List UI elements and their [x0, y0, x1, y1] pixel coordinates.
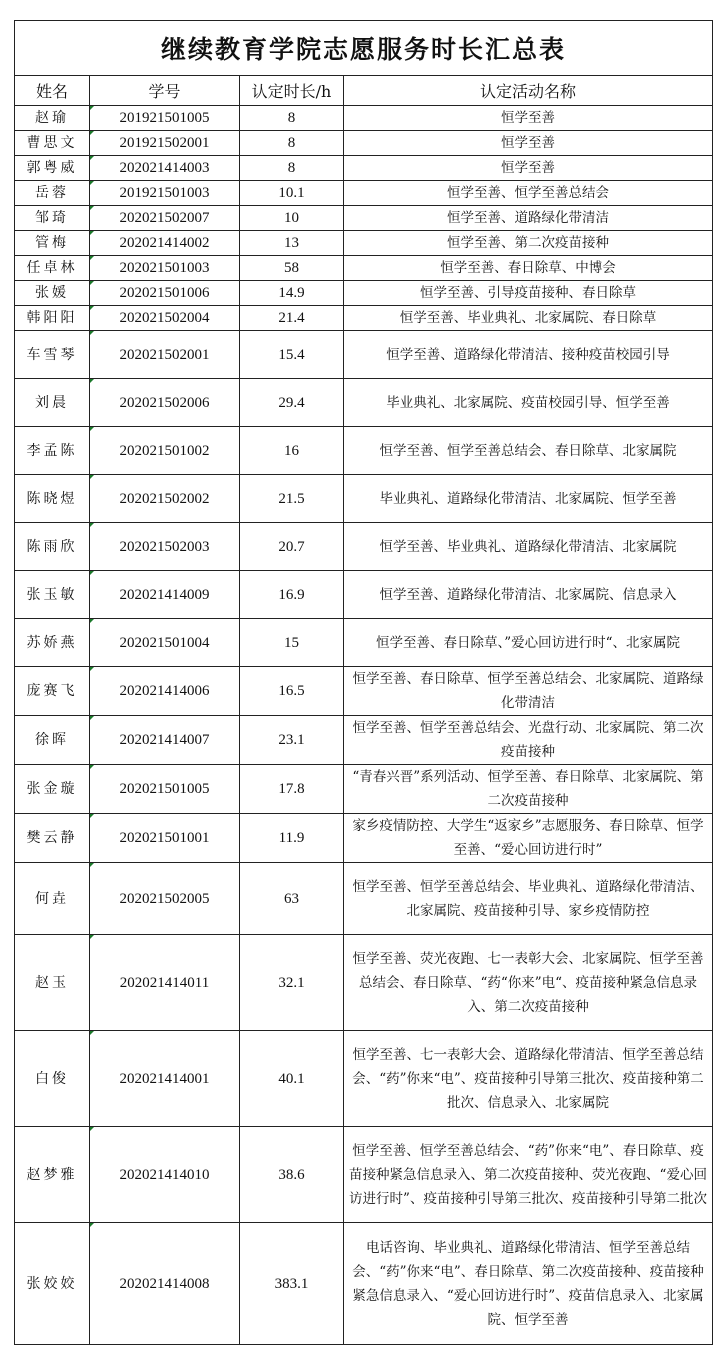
hours-cell: 15.4: [240, 331, 344, 379]
table-row: [15, 667, 713, 716]
name-cell: 郭粤威: [15, 156, 90, 181]
hours-cell: 23.1: [240, 716, 344, 765]
table-row: [15, 765, 713, 814]
hours-cell: 17.8: [240, 765, 344, 814]
student-id-cell: 202021414007: [90, 716, 240, 765]
column-header-activities: 认定活动名称: [344, 76, 713, 106]
hours-cell: 63: [240, 863, 344, 935]
name-cell: 张媛: [15, 281, 90, 306]
name-cell: 庞赛飞: [15, 667, 90, 716]
name-cell: 韩阳阳: [15, 306, 90, 331]
name-cell: 车雪琴: [15, 331, 90, 379]
name-cell: 白俊: [15, 1031, 90, 1127]
hours-cell: 20.7: [240, 523, 344, 571]
column-header-name: 姓名: [15, 76, 90, 106]
activities-cell: 毕业典礼、北家属院、疫苗校园引导、恒学至善: [344, 379, 713, 427]
hours-cell: 21.4: [240, 306, 344, 331]
student-id-cell: 202021502004: [90, 306, 240, 331]
hours-cell: 14.9: [240, 281, 344, 306]
table-row: [15, 1223, 713, 1345]
student-id-cell: 202021414002: [90, 231, 240, 256]
table-row: [15, 256, 713, 281]
title-row: [15, 21, 713, 76]
student-id-cell: 202021501005: [90, 765, 240, 814]
student-id-cell: 202021414003: [90, 156, 240, 181]
table-row: [15, 523, 713, 571]
activities-cell: 毕业典礼、道路绿化带清洁、北家属院、恒学至善: [344, 475, 713, 523]
name-cell: 何垚: [15, 863, 90, 935]
student-id-cell: 202021414008: [90, 1223, 240, 1345]
student-id-cell: 202021414011: [90, 935, 240, 1031]
hours-cell: 10: [240, 206, 344, 231]
hours-cell: 8: [240, 156, 344, 181]
student-id-cell: 202021414010: [90, 1127, 240, 1223]
hours-cell: 8: [240, 131, 344, 156]
hours-cell: 40.1: [240, 1031, 344, 1127]
student-id-cell: 201921501005: [90, 106, 240, 131]
student-id-cell: 202021502003: [90, 523, 240, 571]
name-cell: 陈晓煜: [15, 475, 90, 523]
hours-cell: 32.1: [240, 935, 344, 1031]
student-id-cell: 202021501001: [90, 814, 240, 863]
activities-cell: 电话咨询、毕业典礼、道路绿化带清洁、恒学至善总结会、“药”你来“电”、春日除草、第二次疫苗接种、疫苗接种紧急信息录入、“爱心回访进行时”、疫苗信息录入、北家属院、恒学至善: [344, 1223, 713, 1345]
hours-cell: 16.9: [240, 571, 344, 619]
table-row: [15, 571, 713, 619]
name-cell: 赵瑜: [15, 106, 90, 131]
hours-cell: 21.5: [240, 475, 344, 523]
activities-cell: 恒学至善、春日除草、恒学至善总结会、北家属院、道路绿化带清洁: [344, 667, 713, 716]
student-id-cell: 202021414001: [90, 1031, 240, 1127]
table-row: [15, 181, 713, 206]
student-id-cell: 202021502007: [90, 206, 240, 231]
table-row: [15, 1031, 713, 1127]
table-row: [15, 716, 713, 765]
activities-cell: 恒学至善: [344, 106, 713, 131]
hours-cell: 16: [240, 427, 344, 475]
name-cell: 岳蓉: [15, 181, 90, 206]
student-id-cell: 202021502005: [90, 863, 240, 935]
name-cell: 赵玉: [15, 935, 90, 1031]
name-cell: 张玉敏: [15, 571, 90, 619]
table-row: [15, 619, 713, 667]
table-row: [15, 814, 713, 863]
hours-cell: 11.9: [240, 814, 344, 863]
student-id-cell: 202021414009: [90, 571, 240, 619]
student-id-cell: 201921501003: [90, 181, 240, 206]
activities-cell: 恒学至善: [344, 156, 713, 181]
table-row: [15, 106, 713, 131]
activities-cell: 恒学至善: [344, 131, 713, 156]
name-cell: 徐晖: [15, 716, 90, 765]
table-row: [15, 427, 713, 475]
activities-cell: 恒学至善、毕业典礼、北家属院、春日除草: [344, 306, 713, 331]
table-row: [15, 475, 713, 523]
hours-cell: 38.6: [240, 1127, 344, 1223]
activities-cell: 恒学至善、恒学至善总结会、春日除草、北家属院: [344, 427, 713, 475]
student-id-cell: 202021501002: [90, 427, 240, 475]
table-row: [15, 306, 713, 331]
name-cell: 张金璇: [15, 765, 90, 814]
activities-cell: 恒学至善、恒学至善总结会、毕业典礼、道路绿化带清洁、北家属院、疫苗接种引导、家乡疫情防控: [344, 863, 713, 935]
student-id-cell: 202021501003: [90, 256, 240, 281]
name-cell: 张姣姣: [15, 1223, 90, 1345]
name-cell: 赵梦雅: [15, 1127, 90, 1223]
name-cell: 陈雨欣: [15, 523, 90, 571]
student-id-cell: 201921502001: [90, 131, 240, 156]
activities-cell: 恒学至善、荧光夜跑、七一表彰大会、北家属院、恒学至善总结会、春日除草、“药“你来”电“、疫苗接种紧急信息录入、第二次疫苗接种: [344, 935, 713, 1031]
student-id-cell: 202021502006: [90, 379, 240, 427]
activities-cell: 恒学至善、道路绿化带清洁: [344, 206, 713, 231]
activities-cell: 恒学至善、道路绿化带清洁、北家属院、信息录入: [344, 571, 713, 619]
name-cell: 管梅: [15, 231, 90, 256]
hours-cell: 13: [240, 231, 344, 256]
hours-cell: 10.1: [240, 181, 344, 206]
student-id-cell: 202021414006: [90, 667, 240, 716]
activities-cell: 恒学至善、第二次疫苗接种: [344, 231, 713, 256]
name-cell: 刘晨: [15, 379, 90, 427]
activities-cell: 家乡疫情防控、大学生“返家乡”志愿服务、春日除草、恒学至善、“爱心回访进行时”: [344, 814, 713, 863]
name-cell: 樊云静: [15, 814, 90, 863]
activities-cell: 恒学至善、恒学至善总结会、“药”你来“电”、春日除草、疫苗接种紧急信息录入、第二次疫苗接种、荧光夜跑、“爱心回访进行时”、疫苗接种引导第三批次、疫苗接种引导第二批次: [344, 1127, 713, 1223]
activities-cell: 恒学至善、春日除草、中博会: [344, 256, 713, 281]
hours-cell: 8: [240, 106, 344, 131]
student-id-cell: 202021501004: [90, 619, 240, 667]
table-row: [15, 331, 713, 379]
hours-cell: 29.4: [240, 379, 344, 427]
table-row: [15, 156, 713, 181]
table-row: [15, 1127, 713, 1223]
student-id-cell: 202021502001: [90, 331, 240, 379]
activities-cell: 恒学至善、春日除草、”爱心回访进行时“、北家属院: [344, 619, 713, 667]
activities-cell: 恒学至善、毕业典礼、道路绿化带清洁、北家属院: [344, 523, 713, 571]
activities-cell: 恒学至善、道路绿化带清洁、接种疫苗校园引导: [344, 331, 713, 379]
table-row: [15, 231, 713, 256]
hours-cell: 16.5: [240, 667, 344, 716]
activities-cell: 恒学至善、恒学至善总结会、光盘行动、北家属院、第二次疫苗接种: [344, 716, 713, 765]
table-row: [15, 863, 713, 935]
column-header-hours: 认定时长/h: [240, 76, 344, 106]
name-cell: 邹琦: [15, 206, 90, 231]
activities-cell: 恒学至善、七一表彰大会、道路绿化带清洁、恒学至善总结会、“药”你来“电”、疫苗接种引导第三批次、疫苗接种第二批次、信息录入、北家属院: [344, 1031, 713, 1127]
hours-cell: 15: [240, 619, 344, 667]
column-header-student-id: 学号: [90, 76, 240, 106]
name-cell: 苏娇燕: [15, 619, 90, 667]
document-title: 继续教育学院志愿服务时长汇总表: [15, 21, 713, 76]
activities-cell: 恒学至善、引导疫苗接种、春日除草: [344, 281, 713, 306]
table-row: [15, 379, 713, 427]
table-row: [15, 131, 713, 156]
student-id-cell: 202021501006: [90, 281, 240, 306]
header-row: [15, 76, 713, 106]
hours-cell: 383.1: [240, 1223, 344, 1345]
student-id-cell: 202021502002: [90, 475, 240, 523]
table-row: [15, 935, 713, 1031]
volunteer-hours-table: [14, 20, 713, 1345]
name-cell: 李孟陈: [15, 427, 90, 475]
activities-cell: 恒学至善、恒学至善总结会: [344, 181, 713, 206]
table-row: [15, 206, 713, 231]
table-row: [15, 281, 713, 306]
name-cell: 曹思文: [15, 131, 90, 156]
name-cell: 任卓林: [15, 256, 90, 281]
hours-cell: 58: [240, 256, 344, 281]
activities-cell: “青春兴晋”系列活动、恒学至善、春日除草、北家属院、第二次疫苗接种: [344, 765, 713, 814]
